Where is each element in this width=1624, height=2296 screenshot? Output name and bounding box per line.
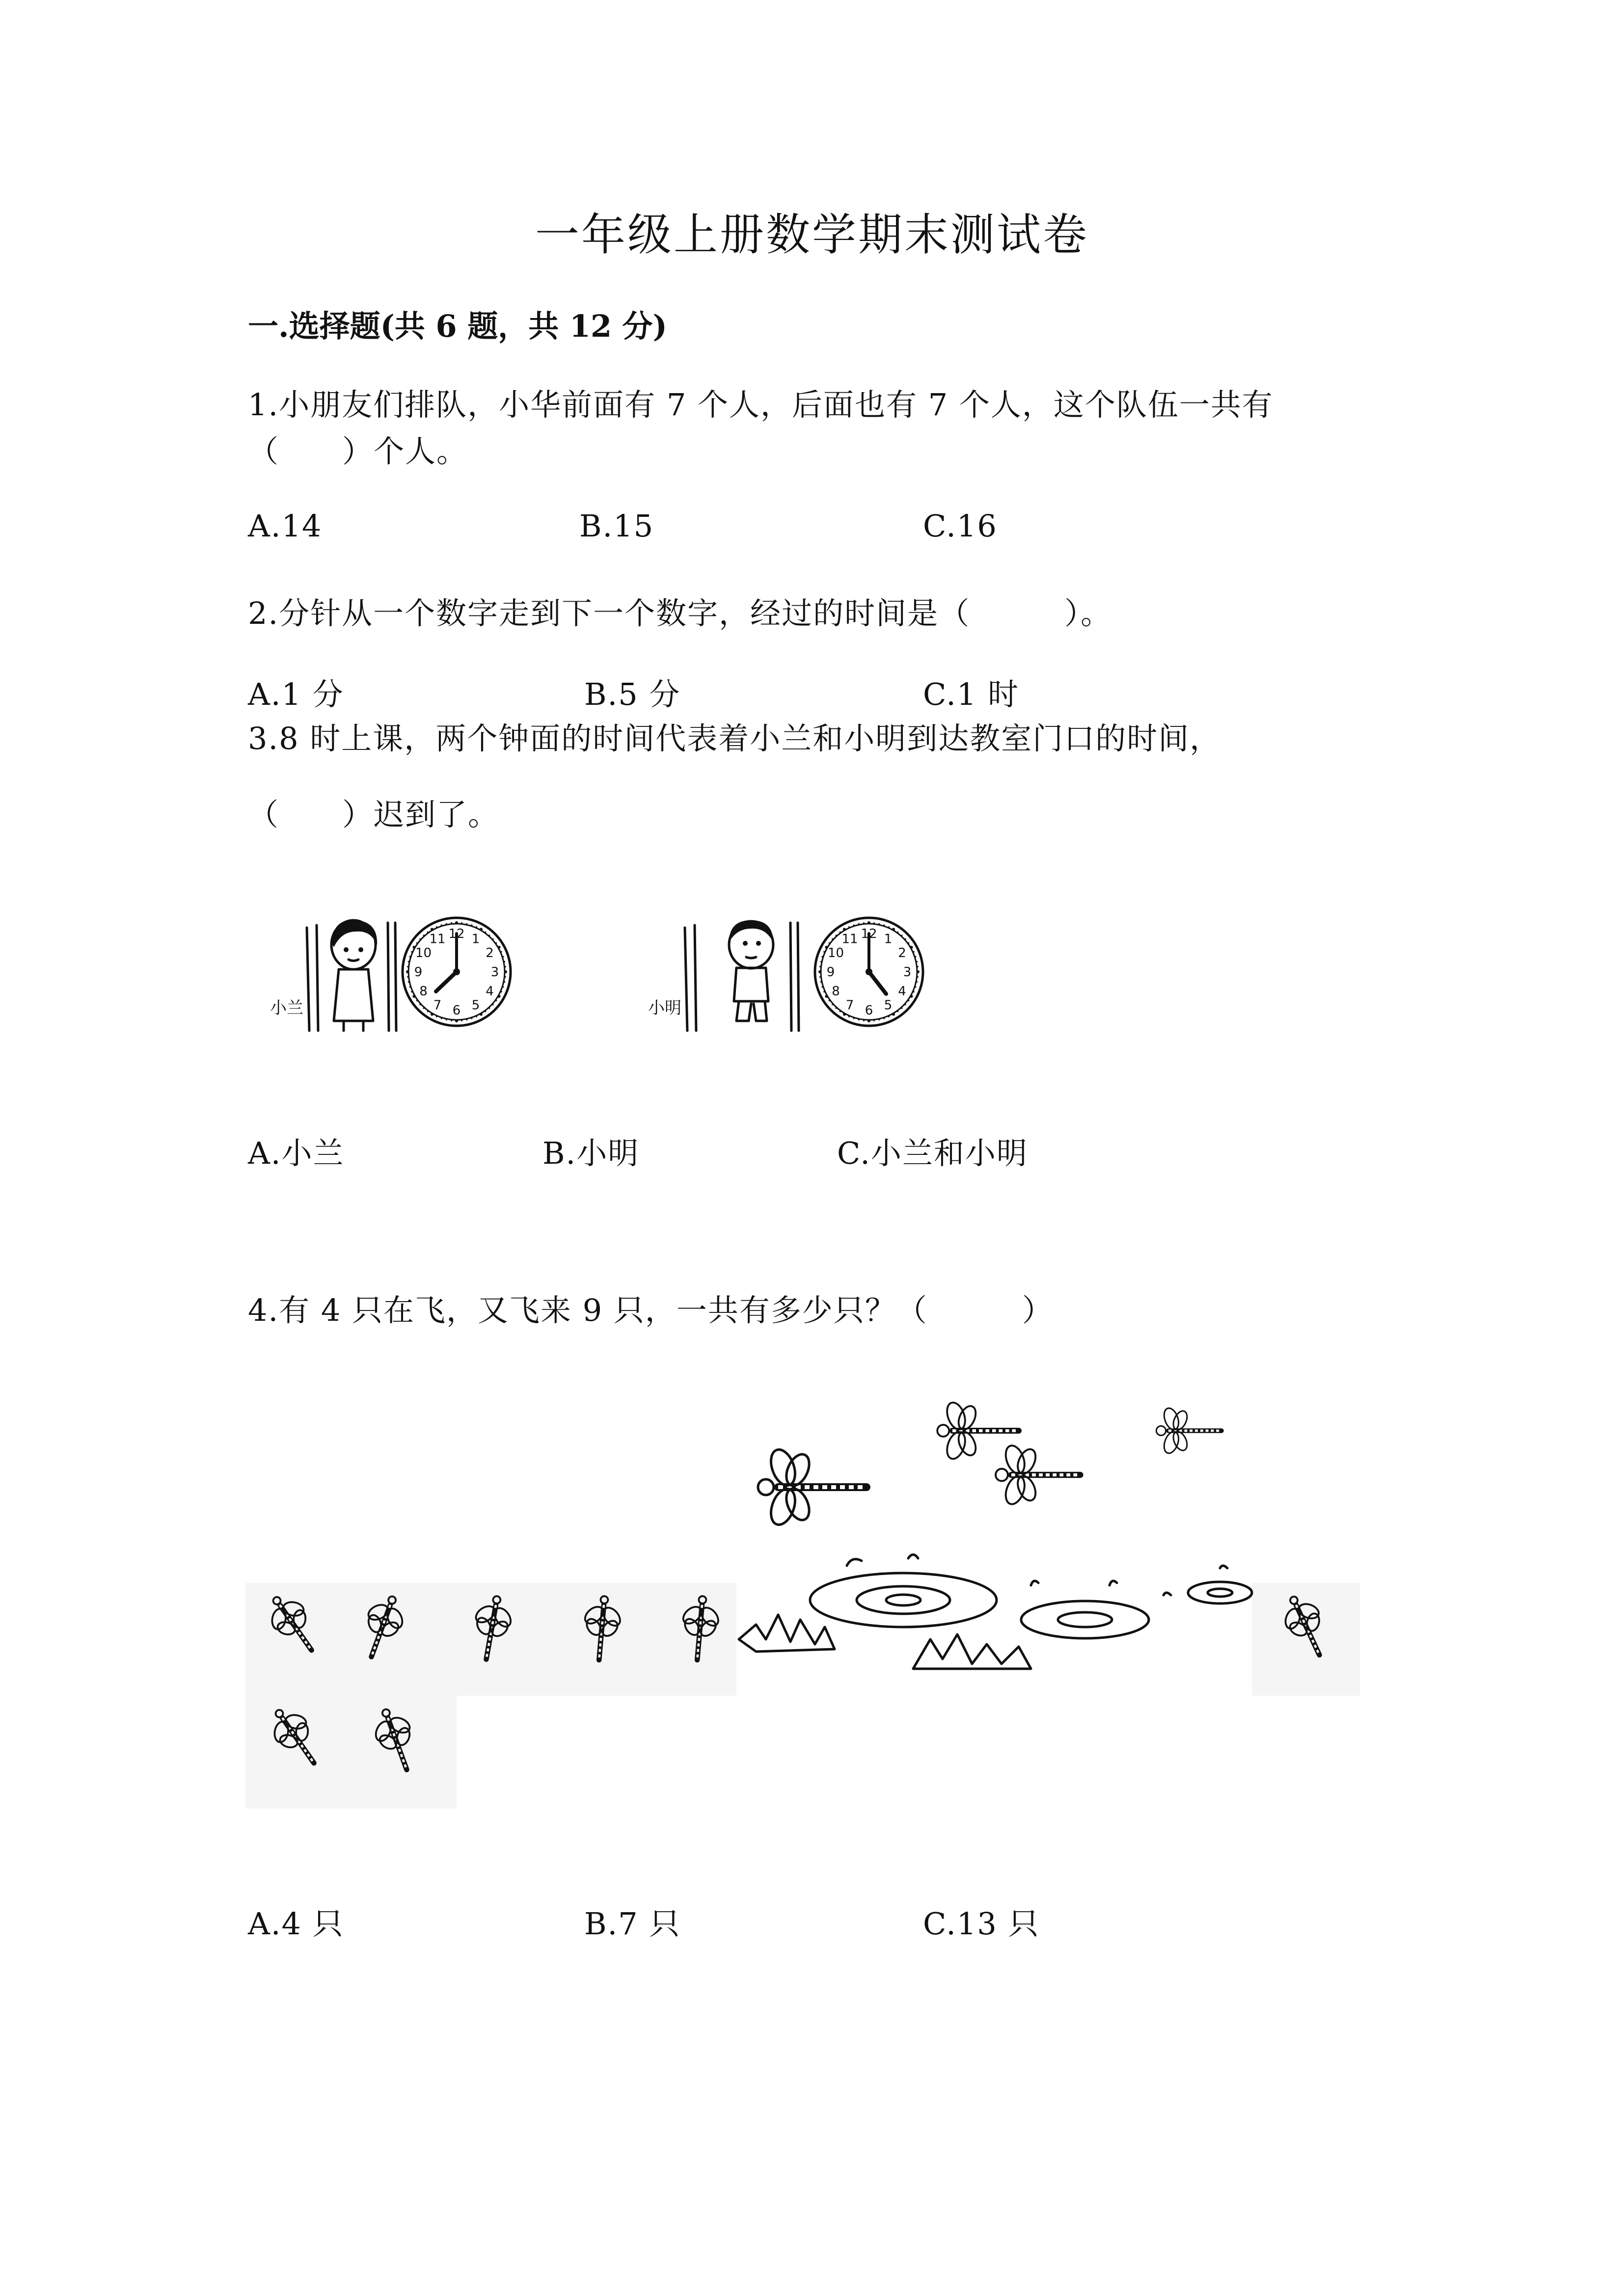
clock-number: 1 bbox=[471, 932, 480, 947]
clock-icon bbox=[815, 918, 923, 1026]
xiaoming-figure bbox=[638, 908, 933, 1045]
clock-number: 5 bbox=[471, 998, 480, 1013]
clock-number: 2 bbox=[486, 946, 494, 961]
question-1-option-c[interactable]: C.16 bbox=[923, 508, 998, 544]
clock-number: 10 bbox=[827, 946, 844, 961]
question-2-option-c[interactable]: C.1 时 bbox=[923, 676, 1020, 712]
tile-background bbox=[1252, 1583, 1360, 1696]
question-4-option-c[interactable]: C.13 只 bbox=[923, 1906, 1040, 1942]
clock-number: 2 bbox=[898, 946, 906, 961]
dragonfly-icon bbox=[1156, 1406, 1221, 1455]
page-title: 一年级上册数学期末测试卷 bbox=[535, 209, 1089, 261]
question-3-option-a[interactable]: A.小兰 bbox=[248, 1135, 345, 1171]
xiaolan-figure bbox=[260, 908, 555, 1045]
clock-number: 8 bbox=[832, 984, 840, 999]
dragonfly-icon bbox=[996, 1443, 1080, 1507]
question-1-option-b[interactable]: B.15 bbox=[579, 508, 654, 544]
clock-number: 3 bbox=[490, 965, 499, 980]
question-3-option-c[interactable]: C.小兰和小明 bbox=[837, 1135, 1028, 1171]
door-icon bbox=[307, 923, 396, 1031]
question-3-text-line2: （ ）迟到了。 bbox=[248, 797, 500, 832]
clock-number: 4 bbox=[898, 984, 906, 999]
clock-number: 12 bbox=[861, 927, 877, 941]
clock-number: 7 bbox=[845, 998, 854, 1013]
clock-icon bbox=[403, 918, 511, 1026]
pond-icon bbox=[810, 1555, 1252, 1639]
tile-background bbox=[245, 1696, 457, 1809]
section-heading: 一.选择题(共 6 题，共 12 分) bbox=[248, 308, 668, 344]
clock-number: 4 bbox=[486, 984, 494, 999]
question-3-option-b[interactable]: B.小明 bbox=[542, 1135, 640, 1171]
question-2-text: 2.分针从一个数字走到下一个数字，经过的时间是（ ）。 bbox=[248, 595, 1112, 631]
clock-number: 6 bbox=[452, 1003, 461, 1018]
xiaoming-label: 小明 bbox=[648, 998, 681, 1018]
clock-number: 5 bbox=[884, 998, 893, 1013]
girl-at-door-icon bbox=[331, 920, 377, 1031]
grass-icon bbox=[739, 1615, 1031, 1669]
question-1-text: 1.小朋友们排队，小华前面有 7 个人，后面也有 7 个人，这个队伍一共有 bbox=[248, 387, 1273, 423]
question-4-text: 4.有 4 只在飞，又飞来 9 只，一共有多少只？（ ） bbox=[248, 1292, 1054, 1328]
clock-number: 10 bbox=[415, 946, 432, 961]
question-4-option-a[interactable]: A.4 只 bbox=[248, 1906, 344, 1942]
clock-number: 1 bbox=[884, 932, 893, 947]
clock-number: 9 bbox=[414, 965, 423, 980]
dragonfly-scene bbox=[245, 1384, 1375, 1826]
question-2-option-a[interactable]: A.1 分 bbox=[248, 676, 344, 712]
clock-number: 8 bbox=[419, 984, 428, 999]
question-3-text: 3.8 时上课，两个钟面的时间代表着小兰和小明到达教室门口的时间， bbox=[248, 721, 1221, 756]
clock-number: 12 bbox=[448, 927, 465, 941]
question-1-text-line2: （ ）个人。 bbox=[248, 433, 468, 469]
xiaolan-label: 小兰 bbox=[270, 998, 303, 1018]
clock-number: 11 bbox=[429, 932, 446, 947]
question-1-option-a[interactable]: A.14 bbox=[248, 508, 323, 544]
clock-number: 9 bbox=[826, 965, 835, 980]
clock-number: 11 bbox=[841, 932, 858, 947]
clock-number: 7 bbox=[433, 998, 442, 1013]
clock-number: 6 bbox=[865, 1003, 873, 1018]
door-icon bbox=[685, 923, 799, 1031]
dragonfly-icon bbox=[758, 1446, 866, 1528]
question-2-option-b[interactable]: B.5 分 bbox=[584, 676, 681, 712]
clock-number: 3 bbox=[903, 965, 912, 980]
question-4-option-b[interactable]: B.7 只 bbox=[584, 1906, 681, 1942]
boy-at-door-icon bbox=[729, 920, 773, 1021]
